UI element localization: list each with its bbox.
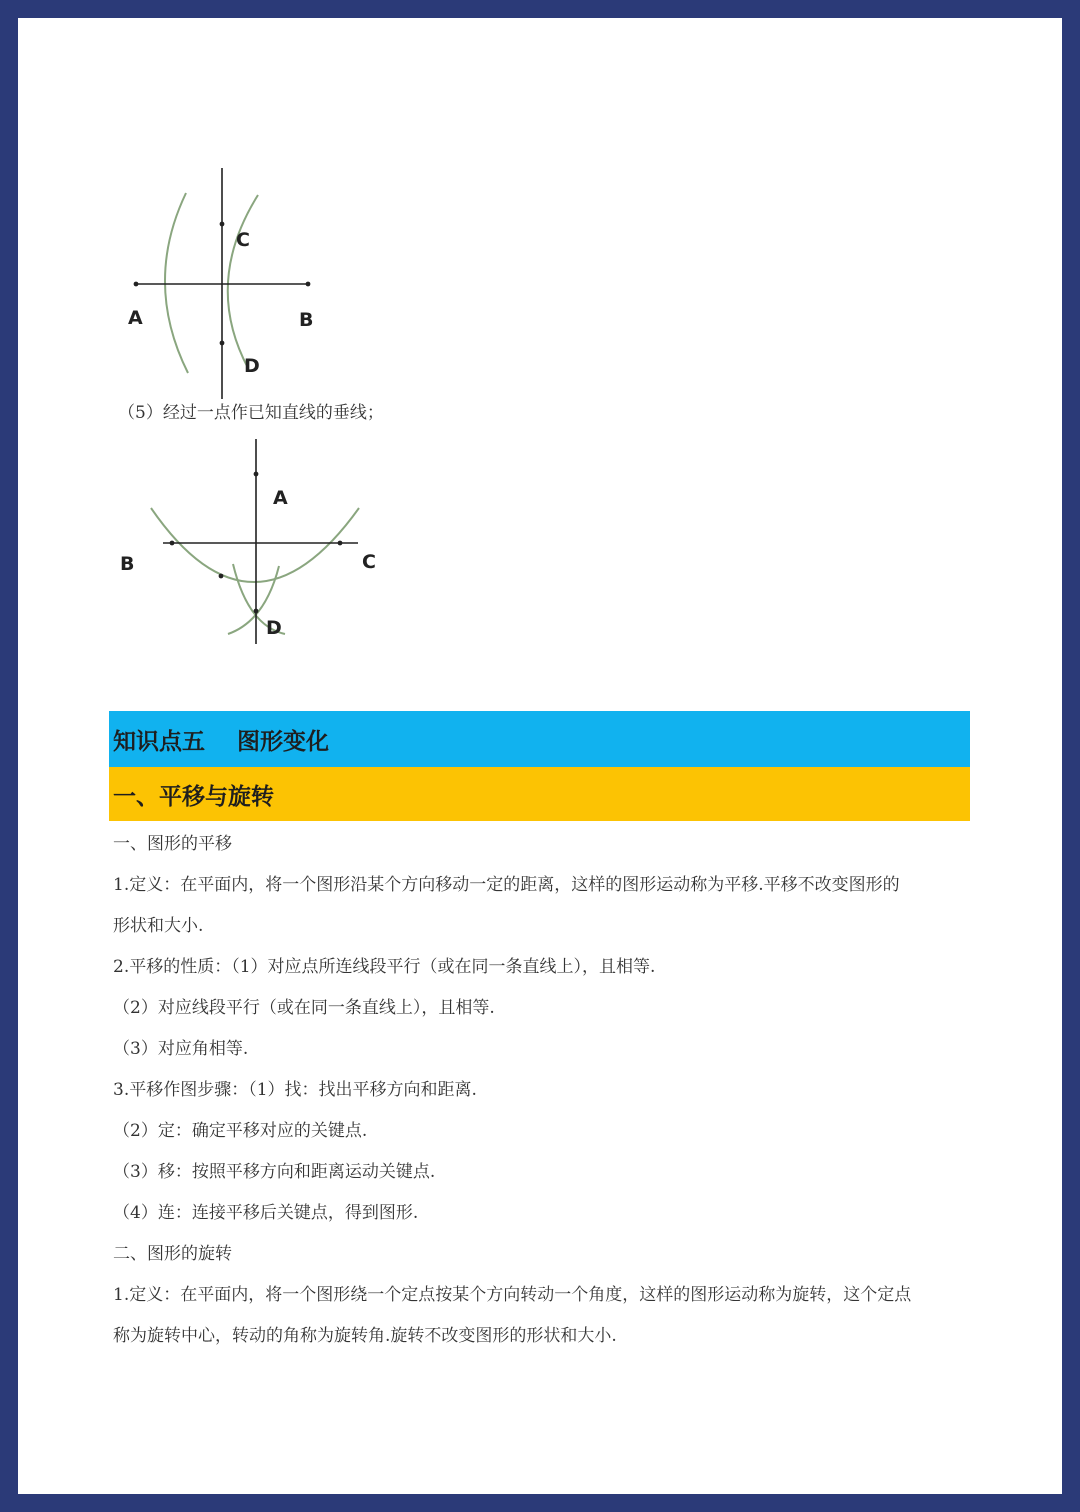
point-a xyxy=(134,282,139,287)
figure1-drawing xyxy=(118,163,338,403)
text-line: 一、图形的平移 xyxy=(113,834,232,854)
text-line: 二、图形的旋转 xyxy=(113,1244,232,1264)
text-line: （4）连：连接平移后关键点，得到图形. xyxy=(113,1203,419,1223)
text-line: 称为旋转中心，转动的角称为旋转角.旋转不改变图形的形状和大小. xyxy=(113,1326,617,1346)
label-a: A xyxy=(273,487,288,509)
point-a xyxy=(254,472,259,477)
section-subheading: 一、平移与旋转 xyxy=(109,767,970,821)
label-b: B xyxy=(120,553,135,575)
section-heading: 知识点五 图形变化 xyxy=(109,711,970,767)
label-b: B xyxy=(299,309,314,331)
figure2-drawing xyxy=(113,436,393,646)
arc-big xyxy=(151,508,359,582)
label-d: D xyxy=(266,617,282,639)
label-c: C xyxy=(362,551,376,573)
text-line: 形状和大小. xyxy=(113,916,204,936)
arc-left xyxy=(165,193,188,373)
point-d xyxy=(254,609,259,614)
text-line: （2）对应线段平行（或在同一条直线上），且相等. xyxy=(113,998,495,1018)
perpendicular-bisector-figure xyxy=(118,163,338,403)
body-text xyxy=(113,824,983,1357)
point-c xyxy=(338,541,343,546)
text-line: （2）定：确定平移对应的关键点. xyxy=(113,1121,368,1141)
point-b xyxy=(170,541,175,546)
point-b xyxy=(306,282,311,287)
arc-right xyxy=(228,195,258,368)
figure2-caption: （5）经过一点作已知直线的垂线； xyxy=(118,403,384,423)
label-c: C xyxy=(236,229,250,251)
document-page xyxy=(18,18,1062,1494)
point-d xyxy=(220,341,225,346)
text-line: （3）对应角相等. xyxy=(113,1039,249,1059)
point-e xyxy=(219,574,224,579)
perpendicular-through-point-figure xyxy=(113,436,393,646)
label-d: D xyxy=(244,355,260,377)
text-line: 1.定义：在平面内，将一个图形沿某个方向移动一定的距离，这样的图形运动称为平移.平移不改变图形的 xyxy=(113,875,900,895)
text-line: 1.定义：在平面内，将一个图形绕一个定点按某个方向转动一个角度，这样的图形运动称为旋转，这个定点 xyxy=(113,1285,912,1305)
text-line: （3）移：按照平移方向和距离运动关键点. xyxy=(113,1162,436,1182)
point-c xyxy=(220,222,225,227)
text-line: 2.平移的性质：（1）对应点所连线段平行（或在同一条直线上），且相等. xyxy=(113,957,656,977)
text-line: 3.平移作图步骤：（1）找：找出平移方向和距离. xyxy=(113,1080,477,1100)
label-a: A xyxy=(128,307,143,329)
